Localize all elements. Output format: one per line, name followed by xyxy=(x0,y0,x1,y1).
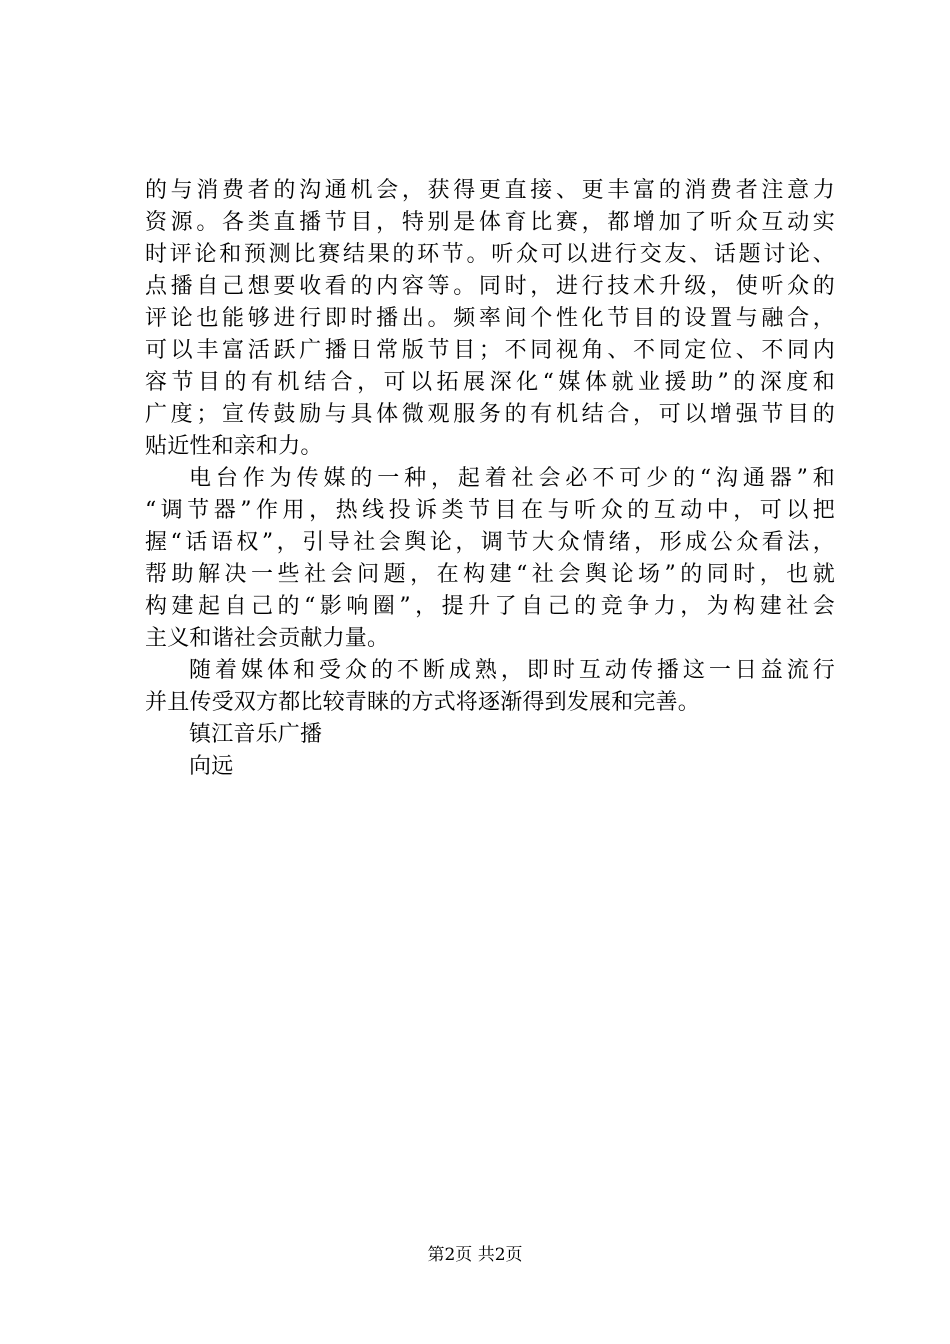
text-line: 帮助解决一些社会问题，在构建“社会舆论场”的同时，也就 xyxy=(145,562,835,587)
text-line: 广度；宣传鼓励与具体微观服务的有机结合，可以增强节目的 xyxy=(145,402,835,427)
paragraph-2 xyxy=(145,463,835,655)
paragraph-1 xyxy=(145,175,835,463)
signature-author xyxy=(145,751,835,783)
text-line: “调节器”作用，热线投诉类节目在与听众的互动中，可以把 xyxy=(145,498,835,523)
text-line: 主义和谐社会贡献力量。 xyxy=(145,626,390,651)
text-line: 随着媒体和受众的不断成熟，即时互动传播这一日益流行 xyxy=(189,658,835,683)
text-line: 时评论和预测比赛结果的环节。听众可以进行交友、话题讨论、 xyxy=(145,242,835,267)
text-line: 并且传受双方都比较青睐的方式将逐渐得到发展和完善。 xyxy=(145,690,701,715)
text-line: 贴近性和亲和力。 xyxy=(145,434,323,459)
author-name: 向远 xyxy=(189,754,234,779)
text-line: 点播自己想要收看的内容等。同时，进行技术升级，使听众的 xyxy=(145,274,835,299)
signature-organization xyxy=(145,719,835,751)
page-number: 第2页 共2页 xyxy=(427,1245,523,1265)
text-line: 评论也能够进行即时播出。频率间个性化节目的设置与融合， xyxy=(145,306,835,331)
paragraph-3 xyxy=(145,655,835,719)
page-footer xyxy=(0,1244,950,1266)
text-line: 可以丰富活跃广播日常版节目；不同视角、不同定位、不同内 xyxy=(145,338,835,363)
text-line: 构建起自己的“影响圈”，提升了自己的竞争力，为构建社会 xyxy=(145,594,835,619)
text-line: 的与消费者的沟通机会，获得更直接、更丰富的消费者注意力 xyxy=(145,178,835,203)
text-line: 资源。各类直播节目，特别是体育比赛，都增加了听众互动实 xyxy=(145,210,835,235)
document-body xyxy=(145,175,835,783)
text-line: 容节目的有机结合，可以拓展深化“媒体就业援助”的深度和 xyxy=(145,370,835,395)
text-line: 电台作为传媒的一种，起着社会必不可少的“沟通器”和 xyxy=(189,466,835,491)
organization-name: 镇江音乐广播 xyxy=(189,722,323,747)
text-line: 握“话语权”，引导社会舆论，调节大众情绪，形成公众看法， xyxy=(145,530,835,555)
